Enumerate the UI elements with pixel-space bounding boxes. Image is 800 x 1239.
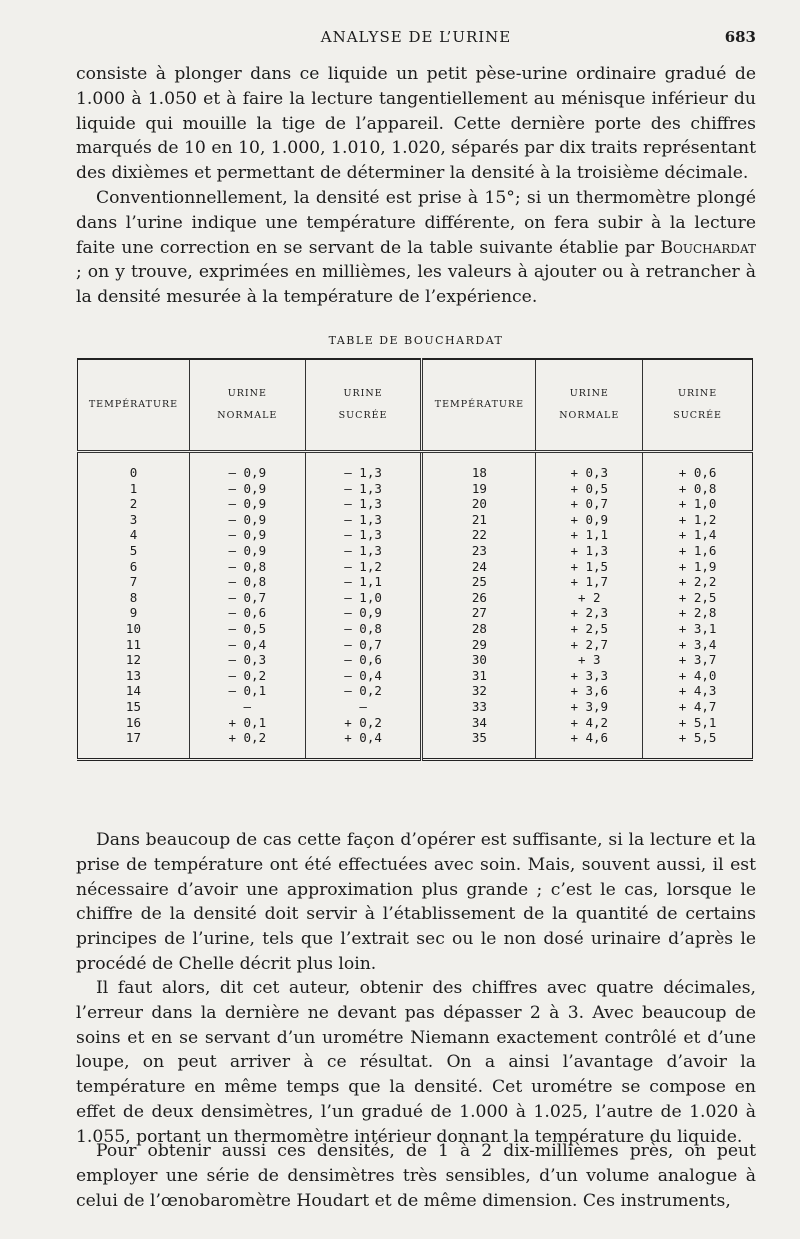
header-temperature: TEMPÉRATURE [422,359,536,452]
temperature-cell: 13 [125,667,141,683]
sucree-cell: + 0,6 [643,465,753,481]
temperature-cell: 19 [422,481,536,497]
sucree-cell: — 1,1 [305,574,422,590]
sucree-cell: — 0,2 [305,683,422,699]
table-row [78,621,753,637]
sucree-cell: — 0,7 [305,637,422,653]
paragraph-2 [76,186,756,310]
sucree-cell: + 2,2 [643,574,753,590]
table-row [78,652,753,668]
table-row [78,496,753,512]
sucree-cell: + 4,3 [643,683,753,699]
normale-cell: + 0,7 [536,496,643,512]
table-spacer-row [78,746,753,760]
normale-cell: — 0,4 [189,637,305,653]
temperature-cell: 26 [422,590,536,606]
normale-cell: — 0,5 [189,621,305,637]
sucree-cell: — 1,2 [305,559,422,575]
temperature-cell: 5 [129,542,138,558]
normale-cell: — 0,1 [189,683,305,699]
normale-cell: + 2,3 [536,605,643,621]
table-spacer-row [78,452,753,466]
temperature-cell: 30 [422,652,536,668]
sucree-cell: + 1,6 [643,543,753,559]
sucree-cell: + 1,9 [643,559,753,575]
temperature-cell: 15 [125,698,141,714]
temperature-cell: 10 [125,620,141,636]
sucree-cell: — [305,699,422,715]
sucree-cell: + 3,1 [643,621,753,637]
sucree-cell: — 0,4 [305,668,422,684]
sucree-cell: + 5,5 [643,730,753,746]
table-row [78,481,753,497]
temperature-cell: 11 [125,636,141,652]
sucree-cell: — 1,0 [305,590,422,606]
sucree-cell: — 1,3 [305,481,422,497]
temperature-cell: 16 [125,714,141,730]
paragraph-1: consiste à plonger dans ce liquide un petit pèse-urine ordinaire gradué de 1.000 à 1.050 et à faire la lecture tangentiellement au ménisque inférieur du liquide qui mouille la tige de l’appareil. Cette dernière porte des chiffres marqués de 10 en 10, 1.000, 1.010, 1.020, séparés par dix traits représentant des dixièmes et permettant de déterminer la densité à la troisième décimale. [76,64,756,184]
running-title: ANALYSE DE L’URINE [320,28,512,46]
normale-cell: — 0,9 [189,481,305,497]
normale-cell: — 0,8 [189,574,305,590]
sucree-cell: + 2,5 [643,590,753,606]
normale-cell: — [189,699,305,715]
temperature-cell: 21 [422,512,536,528]
normale-cell: + 0,1 [189,715,305,731]
table-row [78,574,753,590]
table-row [78,683,753,699]
normale-cell: + 4,2 [536,715,643,731]
table-row [78,605,753,621]
header-urine-normale: URINE NORMALE [189,359,305,452]
temperature-cell: 34 [422,715,536,731]
paragraph-5-text: Pour obtenir aussi ces densités, de 1 à 2 dix-millièmes près, on peut employer une série de densimètres très sensibles, d’un volume analogue à celui de l’œnobaromètre Houdart et de même dimension. Ces instruments, [76,1141,756,1211]
table-row [78,465,753,481]
table-row [78,590,753,606]
temperature-cell: 7 [129,574,138,590]
temperature-cell: 27 [422,605,536,621]
normale-cell: — 0,9 [189,465,305,481]
sucree-cell: + 1,2 [643,512,753,528]
temperature-cell: 8 [129,589,138,605]
sucree-cell: + 3,4 [643,637,753,653]
sucree-cell: + 3,7 [643,652,753,668]
normale-cell: — 0,7 [189,590,305,606]
normale-cell: + 4,6 [536,730,643,746]
sucree-cell: — 1,3 [305,543,422,559]
temperature-cell: 12 [125,652,141,668]
normale-cell: + 0,5 [536,481,643,497]
table-row [78,730,753,746]
normale-cell: + 1,5 [536,559,643,575]
normale-cell: + 1,7 [536,574,643,590]
temperature-cell: 20 [422,496,536,512]
header-urine-sucree: URINE SUCRÉE [643,359,753,452]
normale-cell: + 3,9 [536,699,643,715]
paragraph-3 [76,828,756,977]
temperature-cell: 14 [125,683,141,699]
sucree-cell: + 5,1 [643,715,753,731]
temperature-cell: 32 [422,683,536,699]
normale-cell: — 0,3 [189,652,305,668]
sucree-cell: + 0,2 [305,715,422,731]
temperature-cell: 29 [422,637,536,653]
temperature-cell: 3 [129,511,138,527]
normale-cell: + 2,7 [536,637,643,653]
sucree-cell: + 0,8 [643,481,753,497]
sucree-cell: — 1,3 [305,512,422,528]
normale-cell: + 1,1 [536,527,643,543]
sucree-cell: + 4,0 [643,668,753,684]
normale-cell: — 0,8 [189,559,305,575]
table-body [78,452,753,760]
temperature-cell: 4 [129,527,138,543]
header-urine-normale: URINE NORMALE [536,359,643,452]
temperature-cell: 6 [129,558,138,574]
table-row [78,559,753,575]
author-name: Bouchardat [660,237,756,258]
table-row [78,512,753,528]
table-header-row [78,359,753,452]
temperature-cell: 9 [129,605,138,621]
paragraph-4-text: Il faut alors, dit cet auteur, obtenir des chiffres avec quatre décimales, l’erreur dans la dernière ne devant pas dépasser 2 à 3. Avec beaucoup de soins et en se servant d’un urométre Niemann exactement contrôlé et d’une loupe, on peut arriver à ce résultat. On a ainsi l’avantage d’avoir la température en même temps que la densité. Cet urométre se compose en effet de deux densimètres, l’un gradué de 1.000 à 1.025, l’autre de 1.020 à 1.055, portant un thermomètre intérieur donnant la température du liquide. [76,978,756,1147]
paragraph-3-text: Dans beaucoup de cas cette façon d’opérer est suffisante, si la lecture et la prise de température ont été effectuées avec soin. Mais, souvent aussi, il est nécessaire d’avoir une approximation plus grande ; c’est le cas, lorsque le chiffre de la densité doit servir à l’établissement de la quantité de certains principes de l’urine, tels que l’extrait sec ou le non dosé urinaire d’après le procédé de Chelle décrit plus loin. [76,830,756,974]
normale-cell: + 3,3 [536,668,643,684]
sucree-cell: — 0,6 [305,652,422,668]
running-header [76,28,756,52]
normale-cell: — 0,9 [189,527,305,543]
normale-cell: + 3 [536,652,643,668]
temperature-cell: 17 [125,730,141,746]
normale-cell: + 0,9 [536,512,643,528]
table-row [78,637,753,653]
sucree-cell: + 4,7 [643,699,753,715]
normale-cell: — 0,9 [189,512,305,528]
table-row [78,668,753,684]
header-urine-sucree: URINE SUCRÉE [305,359,422,452]
sucree-cell: + 1,4 [643,527,753,543]
header-temperature: TEMPÉRATURE [78,359,190,452]
normale-cell: — 0,2 [189,668,305,684]
sucree-cell: — 1,3 [305,465,422,481]
table-row [78,543,753,559]
paragraph-5 [76,1139,756,1213]
normale-cell: — 0,9 [189,496,305,512]
temperature-cell: 1 [129,480,138,496]
temperature-cell: 31 [422,668,536,684]
temperature-cell: 23 [422,543,536,559]
normale-cell: + 0,2 [189,730,305,746]
temperature-cell: 24 [422,559,536,575]
temperature-cell: 35 [422,730,536,746]
temperature-cell: 28 [422,621,536,637]
normale-cell: + 2 [536,590,643,606]
table-row [78,699,753,715]
sucree-cell: + 1,0 [643,496,753,512]
paragraph-2-text: Conventionnellement, la densité est prise à 15°; si un thermomètre plongé dans l’urine indique une température différente, on fera subir à la lecture faite une correction en se servant de la table suivante établie par [76,188,756,258]
normale-cell: + 0,3 [536,465,643,481]
table-title: TABLE DE BOUCHARDAT [328,334,504,347]
table-row [78,527,753,543]
paragraph-2-text-end: ; on y trouve, exprimées en millièmes, les valeurs à ajouter ou à retrancher à la densité mesurée à la température de l’expérience. [76,262,756,308]
normale-cell: — 0,6 [189,605,305,621]
normale-cell: — 0,9 [189,543,305,559]
temperature-cell: 0 [129,465,138,480]
temperature-cell: 18 [422,465,536,481]
sucree-cell: + 0,4 [305,730,422,746]
temperature-cell: 22 [422,527,536,543]
sucree-cell: — 1,3 [305,527,422,543]
page-number: 683 [724,28,756,46]
sucree-cell: — 0,8 [305,621,422,637]
normale-cell: + 3,6 [536,683,643,699]
temperature-cell: 33 [422,699,536,715]
normale-cell: + 2,5 [536,621,643,637]
table-row [78,715,753,731]
paragraph-4 [76,976,756,1150]
bouchardat-table [77,358,753,761]
normale-cell: + 1,3 [536,543,643,559]
temperature-cell: 2 [129,496,138,512]
sucree-cell: — 0,9 [305,605,422,621]
sucree-cell: + 2,8 [643,605,753,621]
sucree-cell: — 1,3 [305,496,422,512]
temperature-cell: 25 [422,574,536,590]
